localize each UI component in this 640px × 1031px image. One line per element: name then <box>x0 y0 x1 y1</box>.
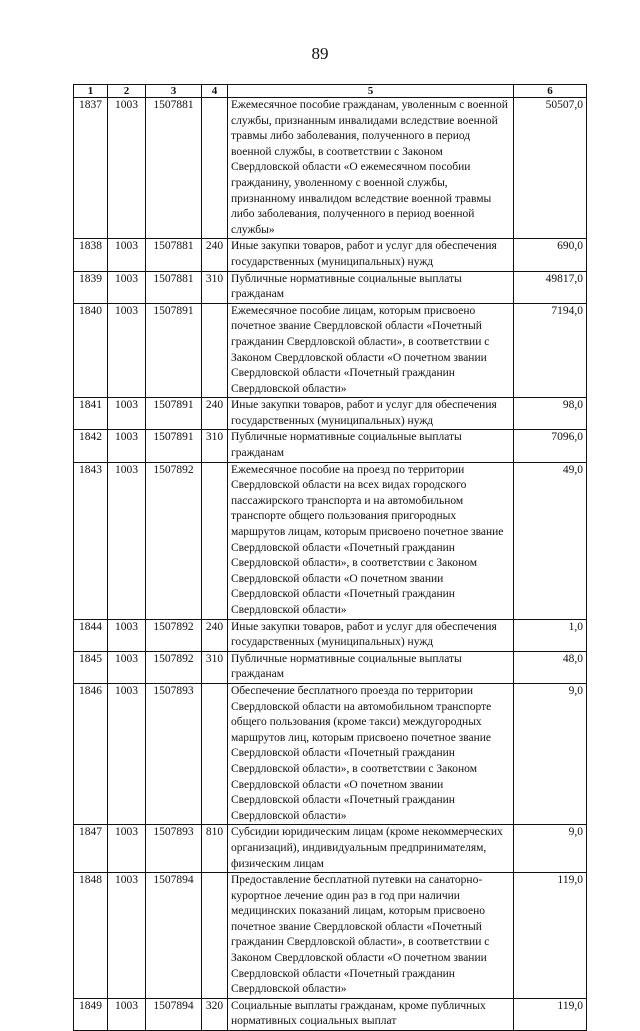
header-row <box>74 85 587 98</box>
section-code-cell: 1003 <box>108 239 146 271</box>
table-row <box>74 271 587 303</box>
target-code-cell: 1507881 <box>146 239 202 271</box>
section-code-cell: 1003 <box>108 651 146 683</box>
expense-type-cell <box>202 683 228 824</box>
row-number-cell: 1838 <box>74 239 108 271</box>
section-code-cell: 1003 <box>108 398 146 430</box>
table-row <box>74 998 587 1030</box>
expense-type-cell: 310 <box>202 430 228 462</box>
table-row <box>74 619 587 651</box>
target-code-cell: 1507893 <box>146 683 202 824</box>
amount-cell: 9,0 <box>514 825 587 873</box>
description-cell: Предоставление бесплатной путевки на санаторно-курортное лечение один раз в год при наличии медицинских показаний лицам, которым присвоено почетное звание Свердловской области «Почетный гражданин Свердловской области», в соответствии с Законом Свердловской области «О почетном звании Свердловской области «Почетный гражданин Свердловской области» <box>228 873 514 999</box>
target-code-cell: 1507894 <box>146 998 202 1030</box>
description-cell: Обеспечение бесплатного проезда по территории Свердловской области на автомобильном транспорте общего пользования (кроме такси) междугородных маршрутов лиц, которым присвоено почетное звание Свердловской области «Почетный гражданин Свердловской области», в соответствии с Законом Свердловской области «О почетном звании Свердловской области «Почетный гражданин Свердловской области» <box>228 683 514 824</box>
description-cell: Субсидии юридическим лицам (кроме некоммерческих организаций), индивидуальным предпринимателям, физическим лицам <box>228 825 514 873</box>
table-row <box>74 239 587 271</box>
amount-cell: 98,0 <box>514 398 587 430</box>
description-cell: Ежемесячное пособие на проезд по территории Свердловской области на всех видах городского пассажирского транспорта и на автомобильном транспорте общего пользования пригородных маршрутов лицам, которым присвоено почетное звание Свердловской области «Почетный гражданин Свердловской области», в соответствии с Законом Свердловской области «О почетном звании Свердловской области «Почетный гражданин Свердловской области» <box>228 462 514 619</box>
table-row <box>74 825 587 873</box>
amount-cell: 48,0 <box>514 651 587 683</box>
description-cell: Ежемесячное пособие гражданам, уволенным с военной службы, признанным инвалидами вследствие военной травмы либо заболевания, полученного в период военной службы, в соответствии с Законом Свердловской области «О ежемесячном пособии гражданину, уволенному с военной службы, признанному инвалидом вследствие военной травмы либо заболевания, полученного в период военной службы» <box>228 98 514 239</box>
expense-type-cell: 240 <box>202 239 228 271</box>
expense-type-cell <box>202 98 228 239</box>
expense-type-cell: 240 <box>202 619 228 651</box>
column-header-section: 2 <box>108 85 146 98</box>
section-code-cell: 1003 <box>108 998 146 1030</box>
expense-type-cell <box>202 462 228 619</box>
target-code-cell: 1507894 <box>146 873 202 999</box>
description-cell: Публичные нормативные социальные выплаты гражданам <box>228 271 514 303</box>
target-code-cell: 1507891 <box>146 303 202 398</box>
description-cell: Публичные нормативные социальные выплаты гражданам <box>228 651 514 683</box>
amount-cell: 1,0 <box>514 619 587 651</box>
row-number-cell: 1847 <box>74 825 108 873</box>
row-number-cell: 1840 <box>74 303 108 398</box>
section-code-cell: 1003 <box>108 303 146 398</box>
table-row <box>74 98 587 239</box>
row-number-cell: 1843 <box>74 462 108 619</box>
section-code-cell: 1003 <box>108 873 146 999</box>
expense-type-cell: 240 <box>202 398 228 430</box>
row-number-cell: 1846 <box>74 683 108 824</box>
target-code-cell: 1507881 <box>146 98 202 239</box>
row-number-cell: 1849 <box>74 998 108 1030</box>
expense-type-cell: 810 <box>202 825 228 873</box>
table-row <box>74 430 587 462</box>
expense-type-cell: 310 <box>202 271 228 303</box>
description-cell: Иные закупки товаров, работ и услуг для обеспечения государственных (муниципальных) нужд <box>228 619 514 651</box>
section-code-cell: 1003 <box>108 683 146 824</box>
expense-type-cell: 310 <box>202 651 228 683</box>
amount-cell: 119,0 <box>514 873 587 999</box>
section-code-cell: 1003 <box>108 825 146 873</box>
target-code-cell: 1507892 <box>146 651 202 683</box>
column-header-description: 5 <box>228 85 514 98</box>
description-cell: Социальные выплаты гражданам, кроме публичных нормативных социальных выплат <box>228 998 514 1030</box>
row-number-cell: 1844 <box>74 619 108 651</box>
table-row <box>74 683 587 824</box>
page-number: 89 <box>311 44 329 63</box>
table-row <box>74 462 587 619</box>
table-header <box>74 85 587 98</box>
expense-type-cell <box>202 303 228 398</box>
amount-cell: 7194,0 <box>514 303 587 398</box>
target-code-cell: 1507892 <box>146 619 202 651</box>
target-code-cell: 1507881 <box>146 271 202 303</box>
amount-cell: 49817,0 <box>514 271 587 303</box>
column-header-expense-type: 4 <box>202 85 228 98</box>
table-body <box>74 98 587 1031</box>
section-code-cell: 1003 <box>108 619 146 651</box>
description-cell: Иные закупки товаров, работ и услуг для обеспечения государственных (муниципальных) нужд <box>228 239 514 271</box>
budget-table <box>73 84 587 1031</box>
table-row <box>74 651 587 683</box>
description-cell: Ежемесячное пособие лицам, которым присвоено почетное звание Свердловской области «Почетный гражданин Свердловской области», в соответствии с Законом Свердловской области «О почетном звании Свердловской области «Почетный гражданин Свердловской области» <box>228 303 514 398</box>
amount-cell: 49,0 <box>514 462 587 619</box>
table-row <box>74 873 587 999</box>
target-code-cell: 1507892 <box>146 462 202 619</box>
row-number-cell: 1837 <box>74 98 108 239</box>
expense-type-cell: 320 <box>202 998 228 1030</box>
description-cell: Публичные нормативные социальные выплаты гражданам <box>228 430 514 462</box>
row-number-cell: 1842 <box>74 430 108 462</box>
column-header-target: 3 <box>146 85 202 98</box>
target-code-cell: 1507893 <box>146 825 202 873</box>
section-code-cell: 1003 <box>108 98 146 239</box>
section-code-cell: 1003 <box>108 462 146 619</box>
amount-cell: 690,0 <box>514 239 587 271</box>
amount-cell: 9,0 <box>514 683 587 824</box>
target-code-cell: 1507891 <box>146 430 202 462</box>
table-row <box>74 303 587 398</box>
amount-cell: 7096,0 <box>514 430 587 462</box>
amount-cell: 50507,0 <box>514 98 587 239</box>
column-header-amount: 6 <box>514 85 587 98</box>
column-header-number: 1 <box>74 85 108 98</box>
section-code-cell: 1003 <box>108 271 146 303</box>
target-code-cell: 1507891 <box>146 398 202 430</box>
row-number-cell: 1845 <box>74 651 108 683</box>
table-row <box>74 398 587 430</box>
description-cell: Иные закупки товаров, работ и услуг для обеспечения государственных (муниципальных) нужд <box>228 398 514 430</box>
amount-cell: 119,0 <box>514 998 587 1030</box>
row-number-cell: 1848 <box>74 873 108 999</box>
row-number-cell: 1839 <box>74 271 108 303</box>
expense-type-cell <box>202 873 228 999</box>
section-code-cell: 1003 <box>108 430 146 462</box>
row-number-cell: 1841 <box>74 398 108 430</box>
